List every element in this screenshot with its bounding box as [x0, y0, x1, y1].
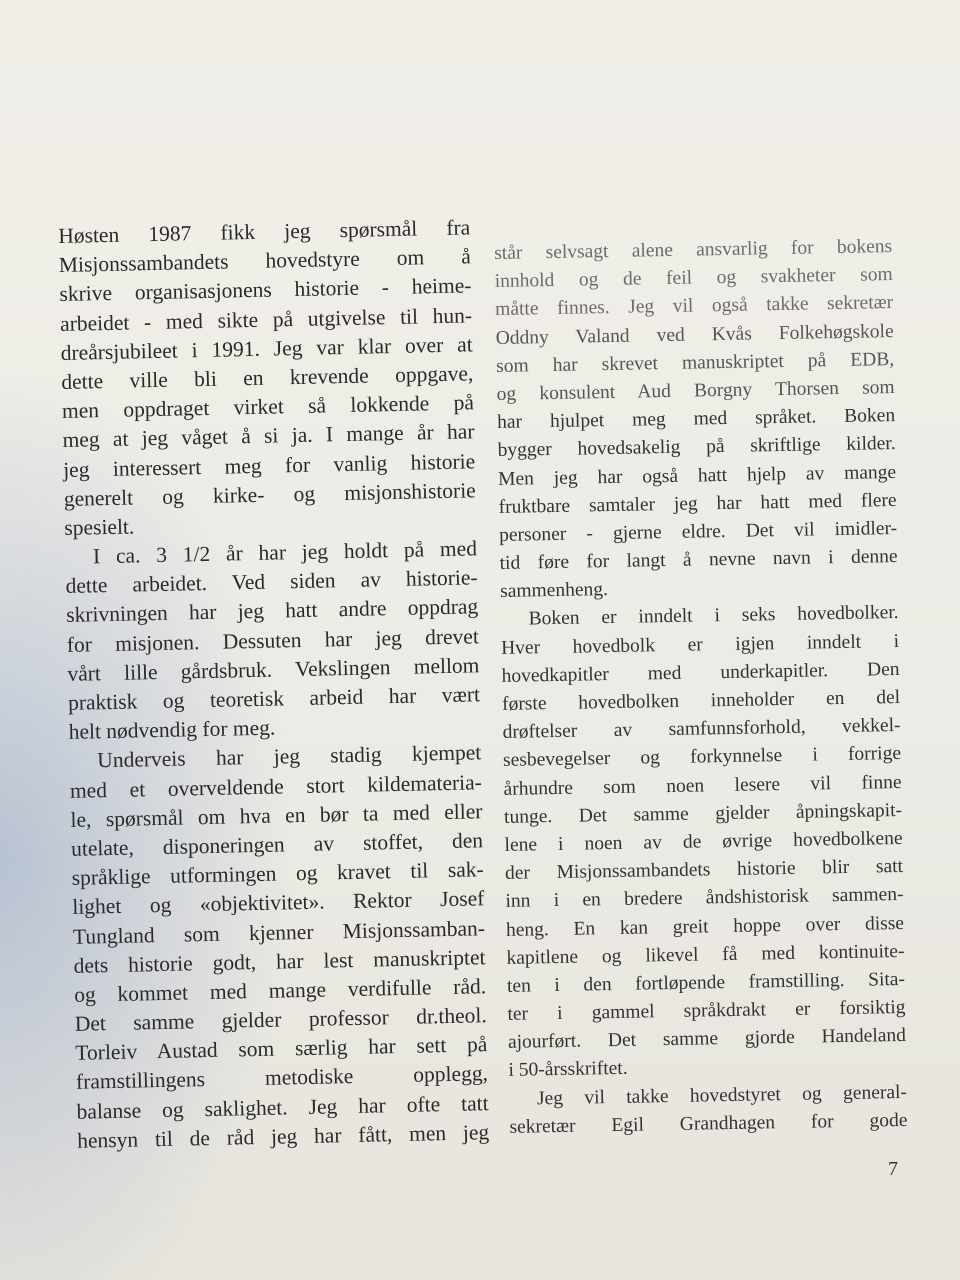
text-line: Oddny Valand ved Kvås Folkehøgskole — [495, 320, 894, 349]
text-line: Det samme gjelder professor dr.theol. — [74, 1003, 487, 1036]
text-line: balanse og saklighet. Jeg har ofte tatt — [76, 1090, 489, 1124]
text-line: ter i gammel språkdrakt er forsiktig — [507, 997, 906, 1025]
text-line: Hver hovedbolk er igjen inndelt i — [500, 630, 900, 659]
text-line: men oppdraget virket så lokkende på — [61, 390, 475, 424]
text-line: innhold og de feil og svakheter som — [494, 264, 893, 293]
text-line: for misjonen. Dessuten har jeg drevet — [66, 623, 480, 657]
text-line: I ca. 3 1/2 år har jeg holdt på med — [92, 536, 478, 569]
text-line: Underveis har jeg stadig kjempet — [97, 740, 482, 773]
text-line: lene i noen av de øvrige hovedbolkene — [504, 827, 903, 856]
text-line: skrivningen har jeg hatt andre oppdrag — [65, 594, 479, 628]
text-line: heng. En kan greit hoppe over disse — [505, 912, 905, 941]
text-line: måtte finnes. Jeg vil også takke sekretær — [495, 292, 894, 321]
text-line: sesbevegelser og forkynnelse i forrige — [502, 743, 902, 772]
text-line: hensyn til de råd jeg har fått, men jeg — [76, 1119, 490, 1153]
text-line: Men jeg har også hatt hjelp av mange — [497, 461, 897, 490]
text-line: spesielt. — [64, 514, 135, 540]
text-line: jeg interessert meg for vanlig historie — [62, 448, 476, 482]
text-line: skrive organisasjonens historie - heime- — [59, 273, 472, 307]
text-line: praktisk og teoretisk arbeid har vært — [67, 682, 481, 715]
text-line: og konsulent Aud Borgny Thorsen som — [496, 376, 895, 405]
text-line: dets historie godt, har lest manuskriptet — [73, 944, 486, 978]
text-line: har hjulpet meg med språket. Boken — [497, 405, 896, 434]
text-line: tid føre for langt å nevne navn i denne — [499, 546, 898, 575]
right-text-column — [494, 233, 908, 1142]
text-line: Boken er inndelt i seks hovedbolker. — [528, 602, 899, 630]
text-line: ten i den fortløpende framstilling. Sita- — [506, 968, 906, 997]
left-text-column — [58, 213, 489, 1155]
text-line: vårt lille gårdsbruk. Vekslingen mellom — [67, 653, 480, 686]
text-line: dreårsjubileet i 1991. Jeg var klar over at — [60, 332, 473, 365]
text-line: fruktbare samtaler jeg har hatt med flere — [498, 489, 897, 518]
text-line: utelate, disponeringen av stoffet, den — [70, 828, 484, 861]
page-number: 7 — [888, 1158, 898, 1180]
text-line: hovedkapitler med underkapitler. Den — [501, 658, 900, 687]
text-line: står selvsagt alene ansvarlig for bokens — [494, 236, 893, 264]
text-line: tunge. Det samme gjelder åpningskapit- — [503, 799, 903, 828]
text-line: generelt og kirke- og misjonshistorie — [63, 478, 476, 511]
text-line: drøftelser av samfunnsforhold, vekkel- — [502, 715, 901, 744]
text-line: meg at jeg våget å si ja. I mange år har — [62, 419, 475, 453]
text-line: helt nødvendig for meg. — [68, 715, 276, 745]
text-line: dette arbeidet. Ved siden av historie- — [65, 565, 478, 599]
text-line: Tungland som kjenner Misjonssamban- — [72, 915, 486, 949]
text-line: kapitlene og likevel få med kontinuite- — [506, 940, 905, 969]
text-line: som har skrevet manuskriptet på EDB, — [496, 348, 895, 377]
text-line: le, spørsmål om hva en bør ta med eller — [70, 798, 483, 832]
text-line: i 50-årsskriftet. — [508, 1058, 628, 1082]
text-line: bygger hovedsakelig på skriftlige kilder. — [497, 433, 896, 462]
text-line: inn i en bredere åndshistorisk sammen- — [505, 884, 904, 913]
text-line: framstillingens metodiske opplegg, — [75, 1061, 489, 1095]
text-line: med et overveldende stort kildemateria- — [69, 769, 483, 803]
text-line: århundre som noen lesere vil finne — [503, 771, 902, 800]
text-line: Torleiv Austad som særlig har sett på — [75, 1032, 488, 1066]
text-line: språklige utformingen og kravet til sak- — [71, 857, 484, 890]
text-line: sammenheng. — [499, 579, 609, 603]
text-line: lighet og «objektivitet». Rektor Josef — [72, 886, 485, 920]
text-line: og kommet med mange verdifulle råd. — [73, 974, 487, 1007]
text-line: personer - gjerne eldre. Det vil imidler- — [498, 517, 898, 546]
text-line: Høsten 1987 fikk jeg spørsmål fra — [58, 215, 471, 248]
text-line: dette ville bli en krevende oppgave, — [61, 361, 474, 394]
text-line: Jeg vil takke hovedstyret og general- — [536, 1081, 908, 1110]
text-line: arbeidet - med sikte på utgivelse til hun- — [59, 302, 473, 336]
text-line: første hovedbolken inneholder en del — [501, 686, 901, 715]
text-line: Misjonssambandets hovedstyre om å — [58, 244, 472, 278]
text-line: der Misjonssambandets historie blir satt — [504, 856, 904, 885]
text-line: sekretær Egil Grandhagen for gode — [509, 1109, 908, 1138]
text-line: ajourført. Det samme gjorde Handeland — [507, 1025, 907, 1054]
